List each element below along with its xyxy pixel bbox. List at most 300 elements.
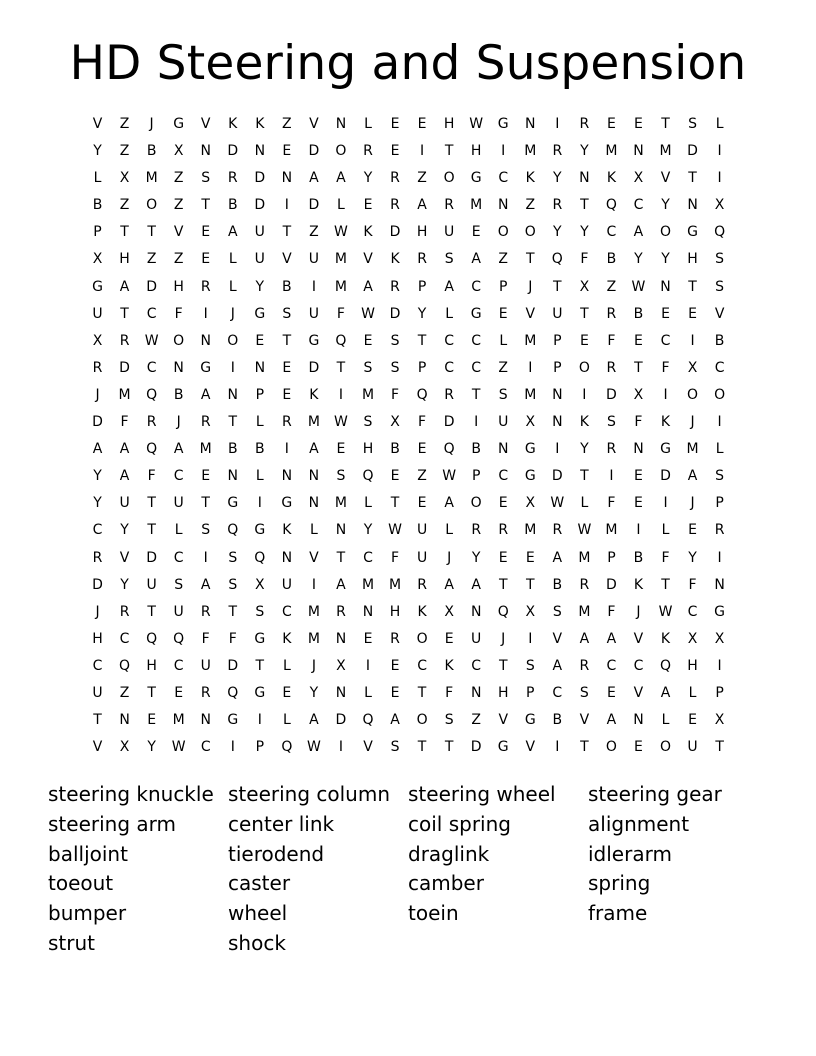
word-list-item: spring (588, 871, 651, 896)
grid-letter: L (309, 522, 318, 539)
grid-letter: H (497, 684, 509, 701)
grid-letter: N (281, 170, 293, 187)
grid-letter: A (173, 441, 184, 458)
grid-letter: Q (146, 386, 158, 403)
grid-letter: T (498, 657, 508, 674)
grid-letter: G (227, 712, 239, 729)
grid-letter: G (470, 170, 482, 187)
grid-letter: Z (173, 170, 184, 187)
grid-letter: X (525, 414, 536, 431)
grid-letter: L (228, 278, 237, 295)
grid-letter: Z (173, 251, 184, 268)
grid-letter: C (633, 197, 644, 214)
grid-letter: L (661, 712, 670, 729)
grid-letter: V (92, 739, 103, 756)
grid-letter: L (661, 522, 670, 539)
page-title: HD Steering and Suspension (69, 36, 747, 91)
grid-letter: E (634, 739, 643, 756)
grid-letter: Q (362, 468, 374, 485)
grid-letter: B (606, 251, 617, 268)
grid-letter: L (282, 657, 291, 674)
grid-letter: C (281, 603, 292, 620)
grid-letter: E (661, 305, 670, 322)
grid-letter: K (228, 116, 238, 132)
grid-row (84, 382, 734, 409)
word-list-item: balljoint (48, 841, 128, 866)
word-list-item: wheel (228, 901, 288, 926)
grid-letter: X (525, 495, 536, 512)
grid-letter: V (525, 739, 536, 756)
grid-letter: I (311, 278, 316, 295)
grid-letter: L (255, 414, 264, 431)
grid-letter: P (93, 224, 102, 241)
grid-letter: D (470, 739, 482, 756)
grid-letter: X (390, 414, 400, 431)
word-list-item: frame (588, 901, 648, 926)
grid-letter: Z (525, 197, 536, 214)
grid-letter: X (633, 170, 644, 187)
grid-letter: C (471, 359, 482, 376)
grid-letter: G (687, 224, 698, 241)
grid-letter: G (200, 359, 212, 376)
grid-letter: F (228, 630, 237, 647)
grid-letter: O (687, 386, 699, 403)
grid-letter: G (524, 468, 536, 485)
grid-letter: E (471, 224, 481, 241)
grid-letter: K (579, 414, 589, 431)
grid-letter: Q (551, 251, 563, 268)
grid-letter: T (336, 359, 346, 376)
grid-letter: F (607, 603, 616, 620)
grid-letter: M (334, 495, 347, 512)
grid-letter: S (606, 414, 616, 431)
grid-letter: N (633, 441, 644, 458)
grid-letter: D (443, 414, 455, 431)
grid-letter: P (607, 549, 616, 566)
grid-letter: W (469, 116, 484, 132)
grid-letter: K (633, 576, 644, 593)
grid-letter: W (334, 224, 348, 241)
grid-letter: U (173, 495, 184, 512)
grid-letter: A (444, 576, 454, 593)
grid-letter: F (445, 684, 454, 701)
grid-letter: D (254, 170, 266, 187)
grid-letter: K (417, 603, 427, 620)
grid-letter: N (254, 143, 266, 160)
grid-letter: L (715, 116, 724, 132)
grid-letter: V (363, 739, 373, 756)
grid-letter: L (255, 468, 264, 485)
grid-letter: W (577, 522, 592, 539)
grid-letter: E (147, 712, 157, 729)
letter-grid (84, 111, 734, 761)
grid-letter: N (552, 414, 563, 431)
grid-letter: L (445, 305, 454, 322)
grid-letter: F (580, 251, 589, 268)
grid-letter: F (391, 386, 400, 403)
grid-letter: Y (93, 143, 102, 160)
grid-letter: I (690, 332, 695, 349)
grid-row (84, 734, 734, 761)
grid-letter: Q (416, 386, 428, 403)
grid-row (84, 653, 734, 680)
grid-letter: L (688, 684, 697, 701)
grid-letter: X (714, 630, 725, 647)
grid-letter: G (254, 522, 266, 539)
grid-letter: U (444, 224, 455, 241)
grid-letter: Q (146, 630, 158, 647)
grid-letter: E (282, 386, 292, 403)
grid-letter: T (688, 170, 697, 187)
grid-letter: C (173, 657, 184, 674)
grid-letter: T (147, 495, 156, 512)
grid-letter: H (92, 630, 103, 647)
grid-letter: C (498, 468, 509, 485)
grid-letter: C (119, 630, 130, 647)
grid-letter: W (334, 414, 348, 431)
grid-letter: B (173, 386, 184, 403)
grid-letter: N (200, 143, 211, 160)
grid-letter: M (145, 170, 158, 187)
grid-letter: Y (255, 278, 265, 295)
grid-letter: G (470, 305, 482, 322)
grid-letter: Y (580, 143, 589, 160)
grid-letter: C (714, 359, 725, 376)
grid-letter: O (416, 630, 428, 647)
grid-letter: D (606, 576, 617, 593)
grid-letter: B (227, 441, 238, 458)
grid-letter: M (524, 386, 537, 403)
grid-letter: A (471, 251, 481, 268)
grid-letter: P (255, 386, 265, 403)
word-list-item: steering wheel (408, 782, 556, 806)
grid-letter: N (281, 468, 293, 485)
grid-letter: D (389, 305, 401, 322)
grid-letter: A (309, 712, 319, 729)
grid-letter: A (119, 441, 130, 458)
grid-letter: I (284, 441, 289, 458)
grid-letter: B (552, 712, 563, 729)
grid-letter: V (309, 116, 319, 132)
grid-letter: S (390, 359, 400, 376)
grid-letter: K (255, 116, 265, 132)
grid-letter: S (688, 116, 697, 132)
word-list-item: steering arm (48, 811, 176, 836)
grid-letter: I (203, 305, 208, 322)
grid-letter: A (92, 441, 103, 458)
grid-letter: S (390, 332, 400, 349)
grid-letter: S (363, 414, 373, 431)
grid-letter: L (499, 332, 508, 349)
grid-letter: X (173, 143, 184, 160)
grid-letter: Y (471, 549, 481, 566)
grid-letter: A (336, 576, 346, 593)
grid-row (84, 111, 734, 138)
grid-letter: N (714, 576, 725, 593)
grid-row (84, 545, 734, 572)
grid-letter: J (176, 414, 181, 431)
grid-letter: S (552, 603, 562, 620)
grid-letter: Y (553, 224, 562, 241)
grid-row (84, 165, 734, 192)
grid-letter: U (416, 549, 428, 566)
grid-letter: C (444, 332, 455, 349)
grid-letter: R (579, 576, 590, 593)
grid-letter: E (336, 441, 346, 458)
grid-letter: T (580, 305, 589, 322)
grid-letter: E (634, 332, 643, 349)
grid-letter: V (660, 170, 671, 187)
grid-letter: V (173, 224, 184, 241)
grid-letter: D (551, 468, 563, 485)
grid-letter: W (306, 739, 321, 756)
grid-row (84, 328, 734, 355)
grid-letter: Q (605, 197, 617, 214)
grid-letter: I (717, 414, 722, 431)
grid-letter: X (92, 251, 103, 268)
grid-letter: D (254, 197, 266, 214)
grid-letter: Y (309, 684, 319, 701)
grid-letter: I (420, 143, 425, 160)
grid-letter: C (633, 657, 644, 674)
grid-letter: M (118, 386, 131, 403)
grid-letter: T (147, 224, 156, 241)
grid-letter: S (363, 359, 373, 376)
grid-letter: I (555, 441, 560, 458)
grid-letter: A (227, 224, 238, 241)
grid-letter: N (470, 603, 482, 620)
word-list-item: bumper (48, 901, 127, 926)
grid-letter: Q (714, 224, 726, 241)
grid-row (84, 301, 734, 328)
word-list-item: idlerarm (588, 841, 672, 866)
grid-letter: O (173, 332, 185, 349)
grid-letter: N (227, 468, 238, 485)
grid-letter: E (282, 143, 292, 160)
grid-letter: O (659, 224, 672, 241)
grid-letter: Q (362, 712, 374, 729)
grid-letter: Q (173, 630, 185, 647)
grid-letter: E (363, 630, 373, 647)
word-list (48, 780, 788, 959)
grid-letter: E (525, 549, 535, 566)
grid-letter: N (281, 549, 293, 566)
grid-letter: S (282, 305, 292, 322)
grid-letter: E (444, 630, 454, 647)
grid-letter: A (336, 170, 346, 187)
grid-letter: C (146, 359, 157, 376)
grid-letter: G (254, 630, 266, 647)
grid-letter: S (228, 549, 238, 566)
grid-letter: D (687, 143, 698, 160)
grid-letter: I (717, 657, 722, 674)
grid-letter: T (715, 739, 724, 756)
grid-letter: H (687, 657, 698, 674)
word-list-item: camber (408, 871, 484, 896)
grid-letter: G (281, 495, 293, 512)
grid-letter: F (688, 576, 697, 593)
grid-letter: O (578, 359, 590, 376)
grid-letter: E (417, 116, 427, 132)
grid-letter: O (416, 712, 428, 729)
grid-letter: D (227, 657, 239, 674)
grid-letter: I (203, 549, 208, 566)
grid-letter: U (254, 224, 265, 241)
grid-letter: T (390, 495, 400, 512)
grid-letter: E (255, 332, 265, 349)
grid-letter: K (282, 630, 292, 647)
grid-letter: W (442, 468, 457, 485)
grid-letter: X (687, 630, 698, 647)
grid-letter: F (607, 495, 616, 512)
grid-letter: X (255, 576, 265, 593)
grid-row (84, 707, 734, 734)
grid-letter: L (364, 684, 372, 701)
grid-letter: Q (281, 739, 293, 756)
grid-letter: S (498, 386, 508, 403)
word-list-item: draglink (408, 841, 490, 866)
word-list-item: steering column (228, 782, 391, 806)
grid-letter: N (633, 143, 644, 160)
grid-letter: H (146, 657, 157, 674)
grid-letter: B (282, 278, 292, 295)
grid-letter: V (633, 684, 644, 701)
grid-letter: J (690, 495, 695, 512)
grid-letter: W (658, 603, 673, 620)
grid-letter: F (661, 549, 670, 566)
grid-letter: Q (119, 657, 131, 674)
grid-letter: O (524, 224, 536, 241)
grid-letter: F (201, 630, 210, 647)
grid-letter: Q (227, 522, 239, 539)
grid-letter: E (201, 251, 211, 268)
grid-letter: C (471, 278, 482, 295)
grid-letter: V (579, 712, 590, 729)
grid-letter: T (201, 197, 210, 214)
grid-letter: C (552, 684, 563, 701)
grid-letter: Y (93, 468, 102, 485)
grid-letter: B (471, 441, 481, 458)
grid-letter: J (528, 278, 533, 295)
grid-letter: W (171, 739, 186, 756)
grid-letter: J (447, 549, 452, 566)
grid-letter: Q (659, 657, 672, 674)
grid-letter: D (92, 576, 103, 593)
grid-letter: U (552, 305, 563, 322)
grid-letter: C (498, 170, 509, 187)
grid-letter: Y (147, 739, 156, 756)
grid-letter: H (687, 251, 698, 268)
grid-letter: U (92, 305, 103, 322)
grid-letter: C (606, 657, 617, 674)
grid-letter: N (254, 359, 266, 376)
grid-letter: L (228, 251, 237, 268)
grid-letter: I (474, 414, 479, 431)
grid-letter: S (579, 684, 589, 701)
grid-letter: R (390, 278, 400, 295)
grid-letter: X (714, 197, 725, 214)
grid-letter: Y (417, 305, 427, 322)
grid-letter: M (605, 143, 618, 160)
grid-letter: H (416, 224, 428, 241)
grid-letter: V (525, 305, 536, 322)
grid-letter: A (363, 278, 373, 295)
grid-letter: M (361, 386, 375, 403)
grid-letter: C (660, 332, 671, 349)
grid-letter: B (633, 549, 644, 566)
grid-letter: N (497, 441, 509, 458)
grid-letter: Q (335, 332, 347, 349)
grid-letter: T (661, 116, 670, 132)
grid-letter: C (92, 522, 103, 539)
grid-letter: K (660, 414, 671, 431)
grid-letter: R (606, 359, 617, 376)
grid-letter: H (119, 251, 130, 268)
grid-letter: E (390, 657, 400, 674)
grid-letter: D (227, 143, 239, 160)
grid-row (84, 436, 734, 463)
grid-letter: R (552, 143, 563, 160)
grid-letter: G (497, 739, 509, 756)
grid-letter: T (147, 603, 156, 620)
grid-letter: R (417, 576, 427, 593)
grid-letter: T (228, 603, 238, 620)
grid-letter: H (362, 441, 374, 458)
grid-letter: R (119, 603, 130, 620)
grid-letter: L (445, 522, 454, 539)
grid-letter: T (444, 143, 454, 160)
grid-letter: L (364, 116, 372, 132)
grid-letter: W (388, 522, 402, 539)
grid-letter: E (390, 468, 400, 485)
grid-letter: I (555, 739, 560, 756)
grid-letter: G (254, 305, 266, 322)
grid-letter: C (687, 603, 698, 620)
word-list-item: shock (228, 930, 286, 955)
grid-letter: H (389, 603, 401, 620)
grid-letter: J (149, 116, 154, 132)
grid-letter: W (361, 305, 375, 322)
grid-letter: F (634, 414, 643, 431)
grid-letter: E (606, 684, 616, 701)
grid-letter: J (230, 305, 235, 322)
grid-letter: L (174, 522, 183, 539)
grid-letter: V (363, 251, 373, 268)
grid-letter: M (605, 522, 618, 539)
grid-letter: Z (119, 684, 130, 701)
grid-letter: D (119, 359, 130, 376)
grid-letter: M (524, 522, 537, 539)
grid-row (84, 219, 734, 246)
grid-letter: K (525, 170, 535, 187)
grid-letter: E (606, 116, 616, 132)
grid-letter: O (227, 332, 239, 349)
grid-letter: Q (497, 603, 509, 620)
grid-letter: K (444, 657, 454, 674)
grid-letter: G (714, 603, 726, 620)
grid-letter: M (578, 549, 591, 566)
grid-letter: M (686, 441, 699, 458)
grid-letter: R (200, 278, 211, 295)
grid-letter: V (552, 630, 563, 647)
grid-letter: R (552, 197, 563, 214)
grid-letter: N (227, 386, 238, 403)
grid-letter: T (120, 224, 129, 241)
grid-letter: T (525, 251, 535, 268)
grid-row (84, 355, 734, 382)
grid-letter: V (633, 630, 644, 647)
grid-letter: P (526, 684, 535, 701)
